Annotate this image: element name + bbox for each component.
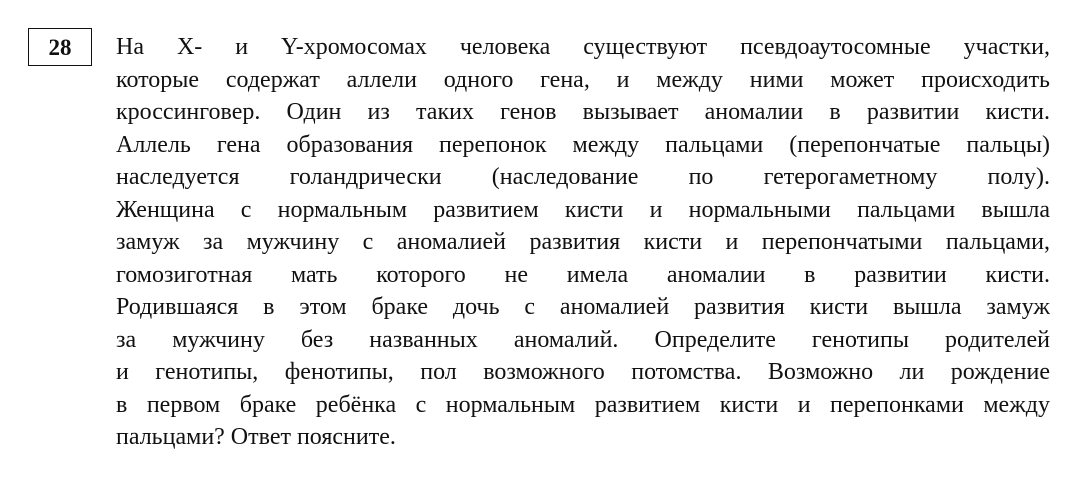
- task-text-line: Аллель гена образования перепонок между пальцами (перепончатые пальцы): [116, 131, 1050, 158]
- task-text: [116, 31, 1050, 454]
- task-text-line: гомозиготная мать которого не имела аномалии в развитии кисти.: [116, 261, 1050, 288]
- task-text-line: и генотипы, фенотипы, пол возможного потомства. Возможно ли рождение: [116, 359, 1050, 385]
- task-text-line: кроссинговер. Один из таких генов вызывает аномалии в развитии кисти.: [116, 99, 1050, 125]
- task-text-line: Родившаяся в этом браке дочь с аномалией развития кисти вышла замуж: [116, 294, 1050, 320]
- task-text-line: в первом браке ребёнка с нормальным развитием кисти и перепонками между: [116, 391, 1050, 418]
- task-text-line: На X- и Y-хромосомах человека существуют псевдоаутосомные участки,: [116, 34, 1050, 60]
- task-text-line: наследуется голандрически (наследование по гетерогаметному полу).: [116, 164, 1050, 190]
- task-text-line: замуж за мужчину с аномалией развития кисти и перепончатыми пальцами,: [116, 229, 1050, 255]
- task-text-line: которые содержат аллели одного гена, и между ними может происходить: [116, 66, 1050, 93]
- task-text-line: Женщина с нормальным развитием кисти и нормальными пальцами вышла: [116, 196, 1050, 223]
- task-text-line: за мужчину без названных аномалий. Определите генотипы родителей: [116, 326, 1050, 353]
- task-number-box: 28: [28, 28, 92, 66]
- task-text-line: пальцами? Ответ поясните.: [116, 424, 396, 450]
